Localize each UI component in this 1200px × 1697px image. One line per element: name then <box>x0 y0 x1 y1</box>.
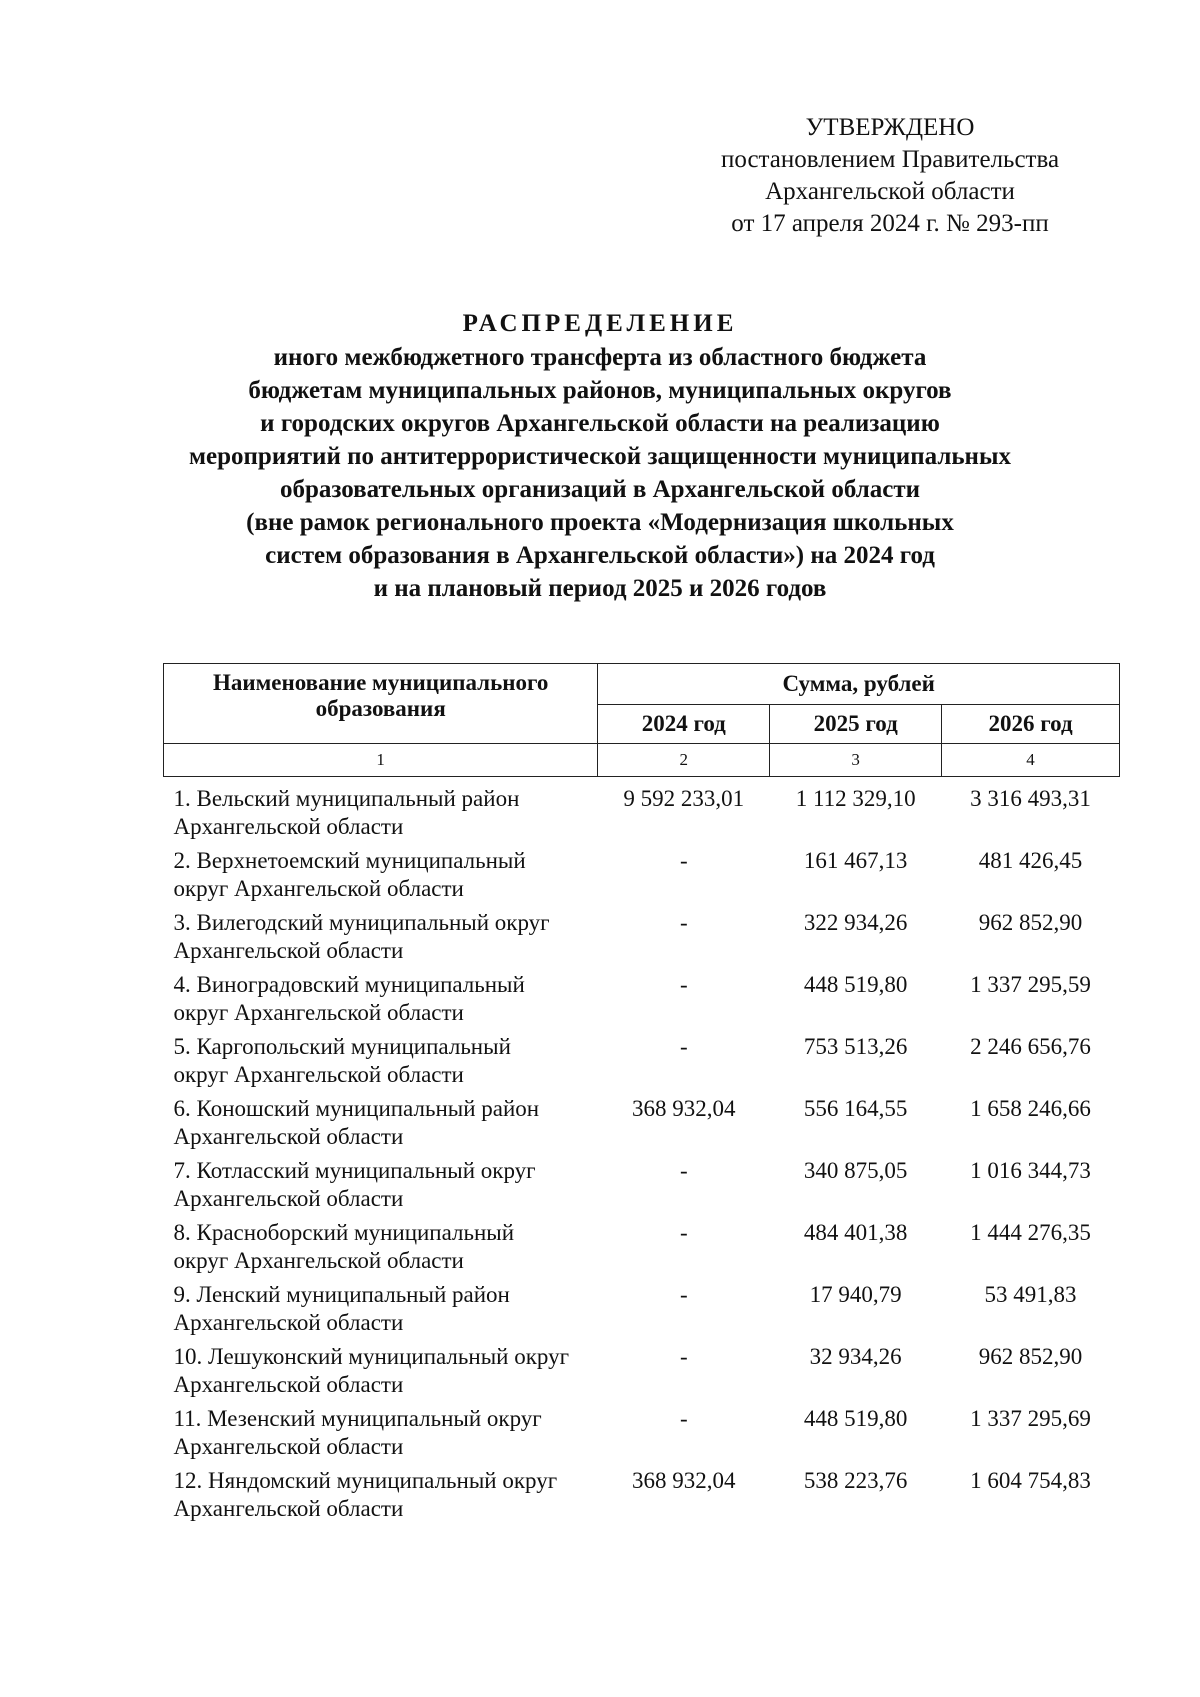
title-line: (вне рамок регионального проекта «Модернизация школьных <box>246 509 954 536</box>
column-number: 1 <box>164 744 598 777</box>
title-line: иного межбюджетного трансферта из областного бюджета <box>273 344 927 371</box>
municipality-name: 5. Каргопольский муниципальный округ Архангельской области <box>173 1034 511 1087</box>
table-row <box>164 1089 1120 1151</box>
title-line: и городских округов Архангельской области на реализацию <box>260 410 940 437</box>
approval-line-3: Архангельской области <box>765 178 1015 205</box>
year-2024-header: 2024 год <box>598 705 770 744</box>
title-line: систем образования в Архангельской области») на 2024 год <box>265 542 935 569</box>
distribution-table <box>163 663 1120 1523</box>
title-heading: РАСПРЕДЕЛЕНИЕ <box>462 310 738 337</box>
amount-2024: - <box>679 1158 688 1183</box>
column-number: 3 <box>770 744 942 777</box>
municipality-name: 9. Ленский муниципальный район Архангельской области <box>173 1282 510 1335</box>
municipality-column-header: Наименование муниципального образования <box>164 664 598 744</box>
column-number: 4 <box>942 744 1120 777</box>
municipality-name: 8. Красноборский муниципальный округ Архангельской области <box>173 1220 515 1273</box>
amount-2026: 1 337 295,69 <box>970 1406 1091 1431</box>
table-row <box>164 903 1120 965</box>
title-line: мероприятий по антитеррористической защищенности муниципальных <box>189 443 1011 470</box>
amount-2024: - <box>679 972 688 997</box>
table-row <box>164 1461 1120 1523</box>
amount-2026: 1 444 276,35 <box>970 1220 1091 1245</box>
table-row <box>164 841 1120 903</box>
amount-2026: 1 604 754,83 <box>970 1468 1091 1493</box>
title-line: и на плановый период 2025 и 2026 годов <box>373 575 827 602</box>
table-row <box>164 1275 1120 1337</box>
approval-line-2: постановлением Правительства <box>720 146 1060 173</box>
amount-2024: - <box>679 1406 688 1431</box>
amount-2025: 556 164,55 <box>803 1096 908 1121</box>
municipality-name: 11. Мезенский муниципальный округ Архангельской области <box>173 1406 542 1459</box>
amount-2026: 1 016 344,73 <box>970 1158 1091 1183</box>
table-row <box>164 1151 1120 1213</box>
amount-2024: - <box>679 910 688 935</box>
sum-column-header: Сумма, рублей <box>598 664 1120 705</box>
table-row <box>164 1337 1120 1399</box>
amount-2025: 484 401,38 <box>803 1220 908 1245</box>
amount-2026: 2 246 656,76 <box>970 1034 1091 1059</box>
amount-2024: - <box>679 1220 688 1245</box>
table-row <box>164 965 1120 1027</box>
municipality-name: 1. Вельский муниципальный район Архангельской области <box>173 786 520 839</box>
amount-2025: 17 940,79 <box>809 1282 902 1307</box>
amount-2026: 481 426,45 <box>978 848 1083 873</box>
amount-2024: 368 932,04 <box>632 1096 736 1121</box>
amount-2024: - <box>679 1034 688 1059</box>
amount-2024: 9 592 233,01 <box>623 786 745 811</box>
amount-2025: 322 934,26 <box>803 910 908 935</box>
document-title <box>150 307 1050 605</box>
title-line: бюджетам муниципальных районов, муниципальных округов <box>248 377 952 404</box>
amount-2025: 448 519,80 <box>803 972 908 997</box>
approval-line-4: от 17 апреля 2024 г. № 293-пп <box>731 210 1049 237</box>
municipality-name: 6. Коношский муниципальный район Архангельской области <box>173 1096 540 1149</box>
amount-2024: 368 932,04 <box>632 1468 736 1493</box>
amount-2026: 53 491,83 <box>984 1282 1077 1307</box>
municipality-name: 4. Виноградовский муниципальный округ Архангельской области <box>173 972 525 1025</box>
municipality-name: 7. Котласский муниципальный округ Архангельской области <box>173 1158 536 1211</box>
amount-2025: 32 934,26 <box>809 1344 902 1369</box>
municipality-name: 3. Вилегодский муниципальный округ Архангельской области <box>173 910 550 963</box>
amount-2024: - <box>679 848 688 873</box>
table-row <box>164 1027 1120 1089</box>
table-row <box>164 1213 1120 1275</box>
title-line: образовательных организаций в Архангельской области <box>279 476 921 503</box>
approval-line-1: УТВЕРЖДЕНО <box>805 114 975 141</box>
amount-2025: 340 875,05 <box>803 1158 908 1183</box>
amount-2026: 1 337 295,59 <box>970 972 1091 997</box>
amount-2026: 962 852,90 <box>978 910 1083 935</box>
amount-2026: 962 852,90 <box>978 1344 1083 1369</box>
approval-stamp <box>700 112 1080 240</box>
amount-2026: 3 316 493,31 <box>970 786 1091 811</box>
amount-2025: 448 519,80 <box>803 1406 908 1431</box>
municipality-name: 2. Верхнетоемский муниципальный округ Архангельской области <box>173 848 526 901</box>
year-2025-header: 2025 год <box>770 705 942 744</box>
table-row <box>164 777 1120 842</box>
table-row <box>164 1399 1120 1461</box>
municipality-name: 12. Няндомский муниципальный округ Архангельской области <box>173 1468 558 1521</box>
amount-2025: 1 112 329,10 <box>795 786 916 811</box>
amount-2025: 161 467,13 <box>803 848 908 873</box>
year-2026-header: 2026 год <box>942 705 1120 744</box>
amount-2025: 753 513,26 <box>803 1034 908 1059</box>
amount-2025: 538 223,76 <box>803 1468 908 1493</box>
amount-2024: - <box>679 1282 688 1307</box>
amount-2026: 1 658 246,66 <box>970 1096 1091 1121</box>
column-number: 2 <box>598 744 770 777</box>
amount-2024: - <box>679 1344 688 1369</box>
municipality-name: 10. Лешуконский муниципальный округ Архангельской области <box>173 1344 570 1397</box>
